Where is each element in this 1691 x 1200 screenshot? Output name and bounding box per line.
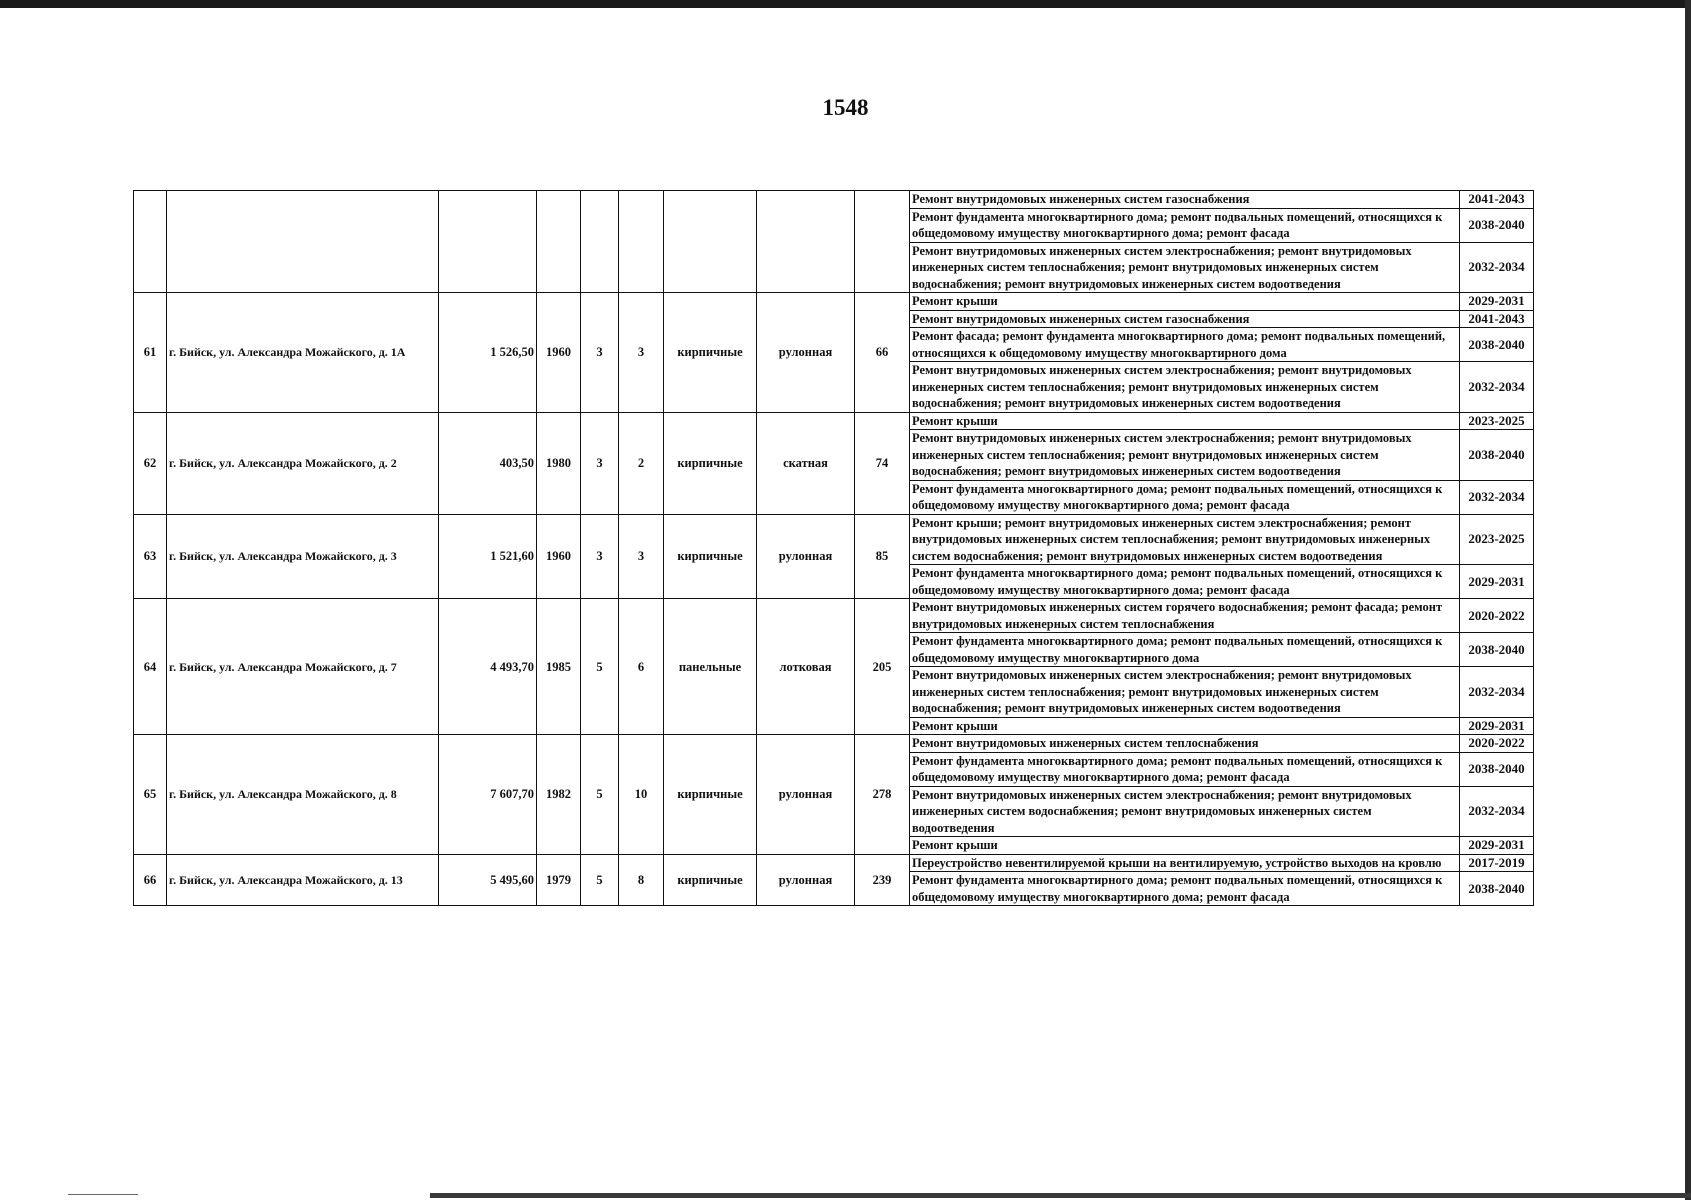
roof-type: рулонная — [757, 854, 855, 906]
work-description: Ремонт внутридомовых инженерных систем газоснабжения — [910, 191, 1460, 209]
house-address — [167, 191, 439, 293]
work-period: 2038-2040 — [1460, 430, 1534, 481]
resident-count: 85 — [855, 514, 910, 599]
house-address: г. Бийск, ул. Александра Можайского, д. 3 — [167, 514, 439, 599]
row-number: 65 — [134, 735, 167, 855]
work-period: 2038-2040 — [1460, 328, 1534, 362]
entrance-count: 6 — [619, 599, 664, 735]
work-period: 2020-2022 — [1460, 735, 1534, 753]
roof-type: рулонная — [757, 293, 855, 413]
work-period: 2029-2031 — [1460, 293, 1534, 311]
row-number: 62 — [134, 412, 167, 514]
work-period: 2023-2025 — [1460, 412, 1534, 430]
house-address: г. Бийск, ул. Александра Можайского, д. 8 — [167, 735, 439, 855]
scan-edge-top — [0, 0, 1691, 8]
work-period: 2017-2019 — [1460, 854, 1534, 872]
roof-type: лотковая — [757, 599, 855, 735]
work-period: 2020-2022 — [1460, 599, 1534, 633]
build-year: 1960 — [537, 514, 581, 599]
work-description: Ремонт фундамента многоквартирного дома; ремонт подвальных помещений, относящихся к общедомовому имуществу многоквартирного дома; ремонт фасада — [910, 752, 1460, 786]
resident-count: 205 — [855, 599, 910, 735]
page-number: 1548 — [822, 95, 869, 120]
table-row — [134, 735, 1534, 753]
row-number — [134, 191, 167, 293]
work-description: Ремонт фундамента многоквартирного дома; ремонт подвальных помещений, относящихся к общедомовому имуществу многоквартирного дома; ремонт фасада — [910, 872, 1460, 906]
build-year: 1982 — [537, 735, 581, 855]
floor-count: 5 — [581, 599, 619, 735]
work-description: Ремонт фундамента многоквартирного дома; ремонт подвальных помещений, относящихся к общедомовому имуществу многоквартирного дома; ремонт фасада — [910, 565, 1460, 599]
table-row — [134, 514, 1534, 565]
resident-count — [855, 191, 910, 293]
work-description: Ремонт крыши — [910, 717, 1460, 735]
entrance-count: 3 — [619, 293, 664, 413]
work-period: 2038-2040 — [1460, 872, 1534, 906]
roof-type: рулонная — [757, 514, 855, 599]
build-year: 1960 — [537, 293, 581, 413]
row-number: 66 — [134, 854, 167, 906]
resident-count: 278 — [855, 735, 910, 855]
entrance-count: 8 — [619, 854, 664, 906]
build-year: 1985 — [537, 599, 581, 735]
roof-type: рулонная — [757, 735, 855, 855]
house-address: г. Бийск, ул. Александра Можайского, д. 2 — [167, 412, 439, 514]
work-period: 2023-2025 — [1460, 514, 1534, 565]
work-period: 2029-2031 — [1460, 717, 1534, 735]
roof-type: скатная — [757, 412, 855, 514]
work-description: Ремонт фундамента многоквартирного дома; ремонт подвальных помещений, относящихся к общедомовому имуществу многоквартирного дома — [910, 633, 1460, 667]
wall-material: кирпичные — [664, 735, 757, 855]
work-period: 2041-2043 — [1460, 310, 1534, 328]
total-area: 1 521,60 — [439, 514, 537, 599]
repair-schedule-table — [133, 190, 1534, 906]
floor-count: 5 — [581, 854, 619, 906]
entrance-count: 2 — [619, 412, 664, 514]
floor-count: 5 — [581, 735, 619, 855]
scan-mark — [68, 1194, 138, 1195]
wall-material: кирпичные — [664, 514, 757, 599]
work-description: Ремонт крыши — [910, 293, 1460, 311]
work-period: 2038-2040 — [1460, 633, 1534, 667]
work-period: 2032-2034 — [1460, 242, 1534, 293]
work-period: 2029-2031 — [1460, 837, 1534, 855]
work-description: Ремонт внутридомовых инженерных систем горячего водоснабжения; ремонт фасада; ремонт внутридомовых инженерных систем теплоснабжения — [910, 599, 1460, 633]
work-description: Ремонт внутридомовых инженерных систем электроснабжения; ремонт внутридомовых инженерных систем теплоснабжения; ремонт внутридомовых инженерных систем водоснабжения; ремонт внутридомовых инженерных систем водоотведения — [910, 362, 1460, 413]
work-description: Ремонт внутридомовых инженерных систем электроснабжения; ремонт внутридомовых инженерных систем теплоснабжения; ремонт внутридомовых инженерных систем водоснабжения; ремонт внутридомовых инженерных систем водоотведения — [910, 242, 1460, 293]
entrance-count — [619, 191, 664, 293]
table-row — [134, 599, 1534, 633]
build-year: 1980 — [537, 412, 581, 514]
total-area: 4 493,70 — [439, 599, 537, 735]
work-period: 2032-2034 — [1460, 786, 1534, 837]
row-number: 61 — [134, 293, 167, 413]
work-description: Ремонт внутридомовых инженерных систем газоснабжения — [910, 310, 1460, 328]
work-period: 2029-2031 — [1460, 565, 1534, 599]
entrance-count: 3 — [619, 514, 664, 599]
floor-count: 3 — [581, 514, 619, 599]
work-description: Ремонт внутридомовых инженерных систем электроснабжения; ремонт внутридомовых инженерных систем теплоснабжения; ремонт внутридомовых инженерных систем водоснабжения; ремонт внутридомовых инженерных систем водоотведения — [910, 430, 1460, 481]
build-year: 1979 — [537, 854, 581, 906]
work-description: Ремонт внутридомовых инженерных систем теплоснабжения — [910, 735, 1460, 753]
work-description: Ремонт фундамента многоквартирного дома; ремонт подвальных помещений, относящихся к общедомовому имуществу многоквартирного дома; ремонт фасада — [910, 480, 1460, 514]
row-number: 63 — [134, 514, 167, 599]
total-area: 7 607,70 — [439, 735, 537, 855]
house-address: г. Бийск, ул. Александра Можайского, д. 13 — [167, 854, 439, 906]
build-year — [537, 191, 581, 293]
work-period: 2038-2040 — [1460, 752, 1534, 786]
work-period: 2038-2040 — [1460, 208, 1534, 242]
house-address: г. Бийск, ул. Александра Можайского, д. 7 — [167, 599, 439, 735]
wall-material: панельные — [664, 599, 757, 735]
table-row — [134, 412, 1534, 430]
work-description: Ремонт внутридомовых инженерных систем электроснабжения; ремонт внутридомовых инженерных систем теплоснабжения; ремонт внутридомовых инженерных систем водоснабжения; ремонт внутридомовых инженерных систем водоотведения — [910, 667, 1460, 718]
work-description: Ремонт крыши — [910, 412, 1460, 430]
work-description: Ремонт крыши; ремонт внутридомовых инженерных систем электроснабжения; ремонт внутридомовых инженерных систем теплоснабжения; ремонт внутридомовых инженерных систем водоснабжения; ремонт внутридомовых инженерных систем водоотведения — [910, 514, 1460, 565]
resident-count: 239 — [855, 854, 910, 906]
total-area: 1 526,50 — [439, 293, 537, 413]
floor-count: 3 — [581, 293, 619, 413]
total-area — [439, 191, 537, 293]
work-description: Ремонт внутридомовых инженерных систем электроснабжения; ремонт внутридомовых инженерных систем водоснабжения; ремонт внутридомовых инженерных систем водоотведения — [910, 786, 1460, 837]
work-period: 2041-2043 — [1460, 191, 1534, 209]
work-period: 2032-2034 — [1460, 362, 1534, 413]
resident-count: 74 — [855, 412, 910, 514]
work-period: 2032-2034 — [1460, 480, 1534, 514]
scan-edge-right — [1685, 0, 1691, 1200]
work-description: Ремонт фундамента многоквартирного дома; ремонт подвальных помещений, относящихся к общедомовому имуществу многоквартирного дома; ремонт фасада — [910, 208, 1460, 242]
work-description: Переустройство невентилируемой крыши на вентилируемую, устройство выходов на кровлю — [910, 854, 1460, 872]
wall-material: кирпичные — [664, 293, 757, 413]
table-row — [134, 854, 1534, 872]
total-area: 5 495,60 — [439, 854, 537, 906]
wall-material — [664, 191, 757, 293]
wall-material: кирпичные — [664, 412, 757, 514]
house-address: г. Бийск, ул. Александра Можайского, д. 1А — [167, 293, 439, 413]
scan-edge-bottom — [430, 1193, 1691, 1198]
work-description: Ремонт крыши — [910, 837, 1460, 855]
table-row — [134, 191, 1534, 209]
entrance-count: 10 — [619, 735, 664, 855]
roof-type — [757, 191, 855, 293]
floor-count — [581, 191, 619, 293]
wall-material: кирпичные — [664, 854, 757, 906]
resident-count: 66 — [855, 293, 910, 413]
work-description: Ремонт фасада; ремонт фундамента многоквартирного дома; ремонт подвальных помещений, относящихся к общедомовому имуществу многоквартирного дома — [910, 328, 1460, 362]
work-period: 2032-2034 — [1460, 667, 1534, 718]
row-number: 64 — [134, 599, 167, 735]
floor-count: 3 — [581, 412, 619, 514]
table-row — [134, 293, 1534, 311]
total-area: 403,50 — [439, 412, 537, 514]
